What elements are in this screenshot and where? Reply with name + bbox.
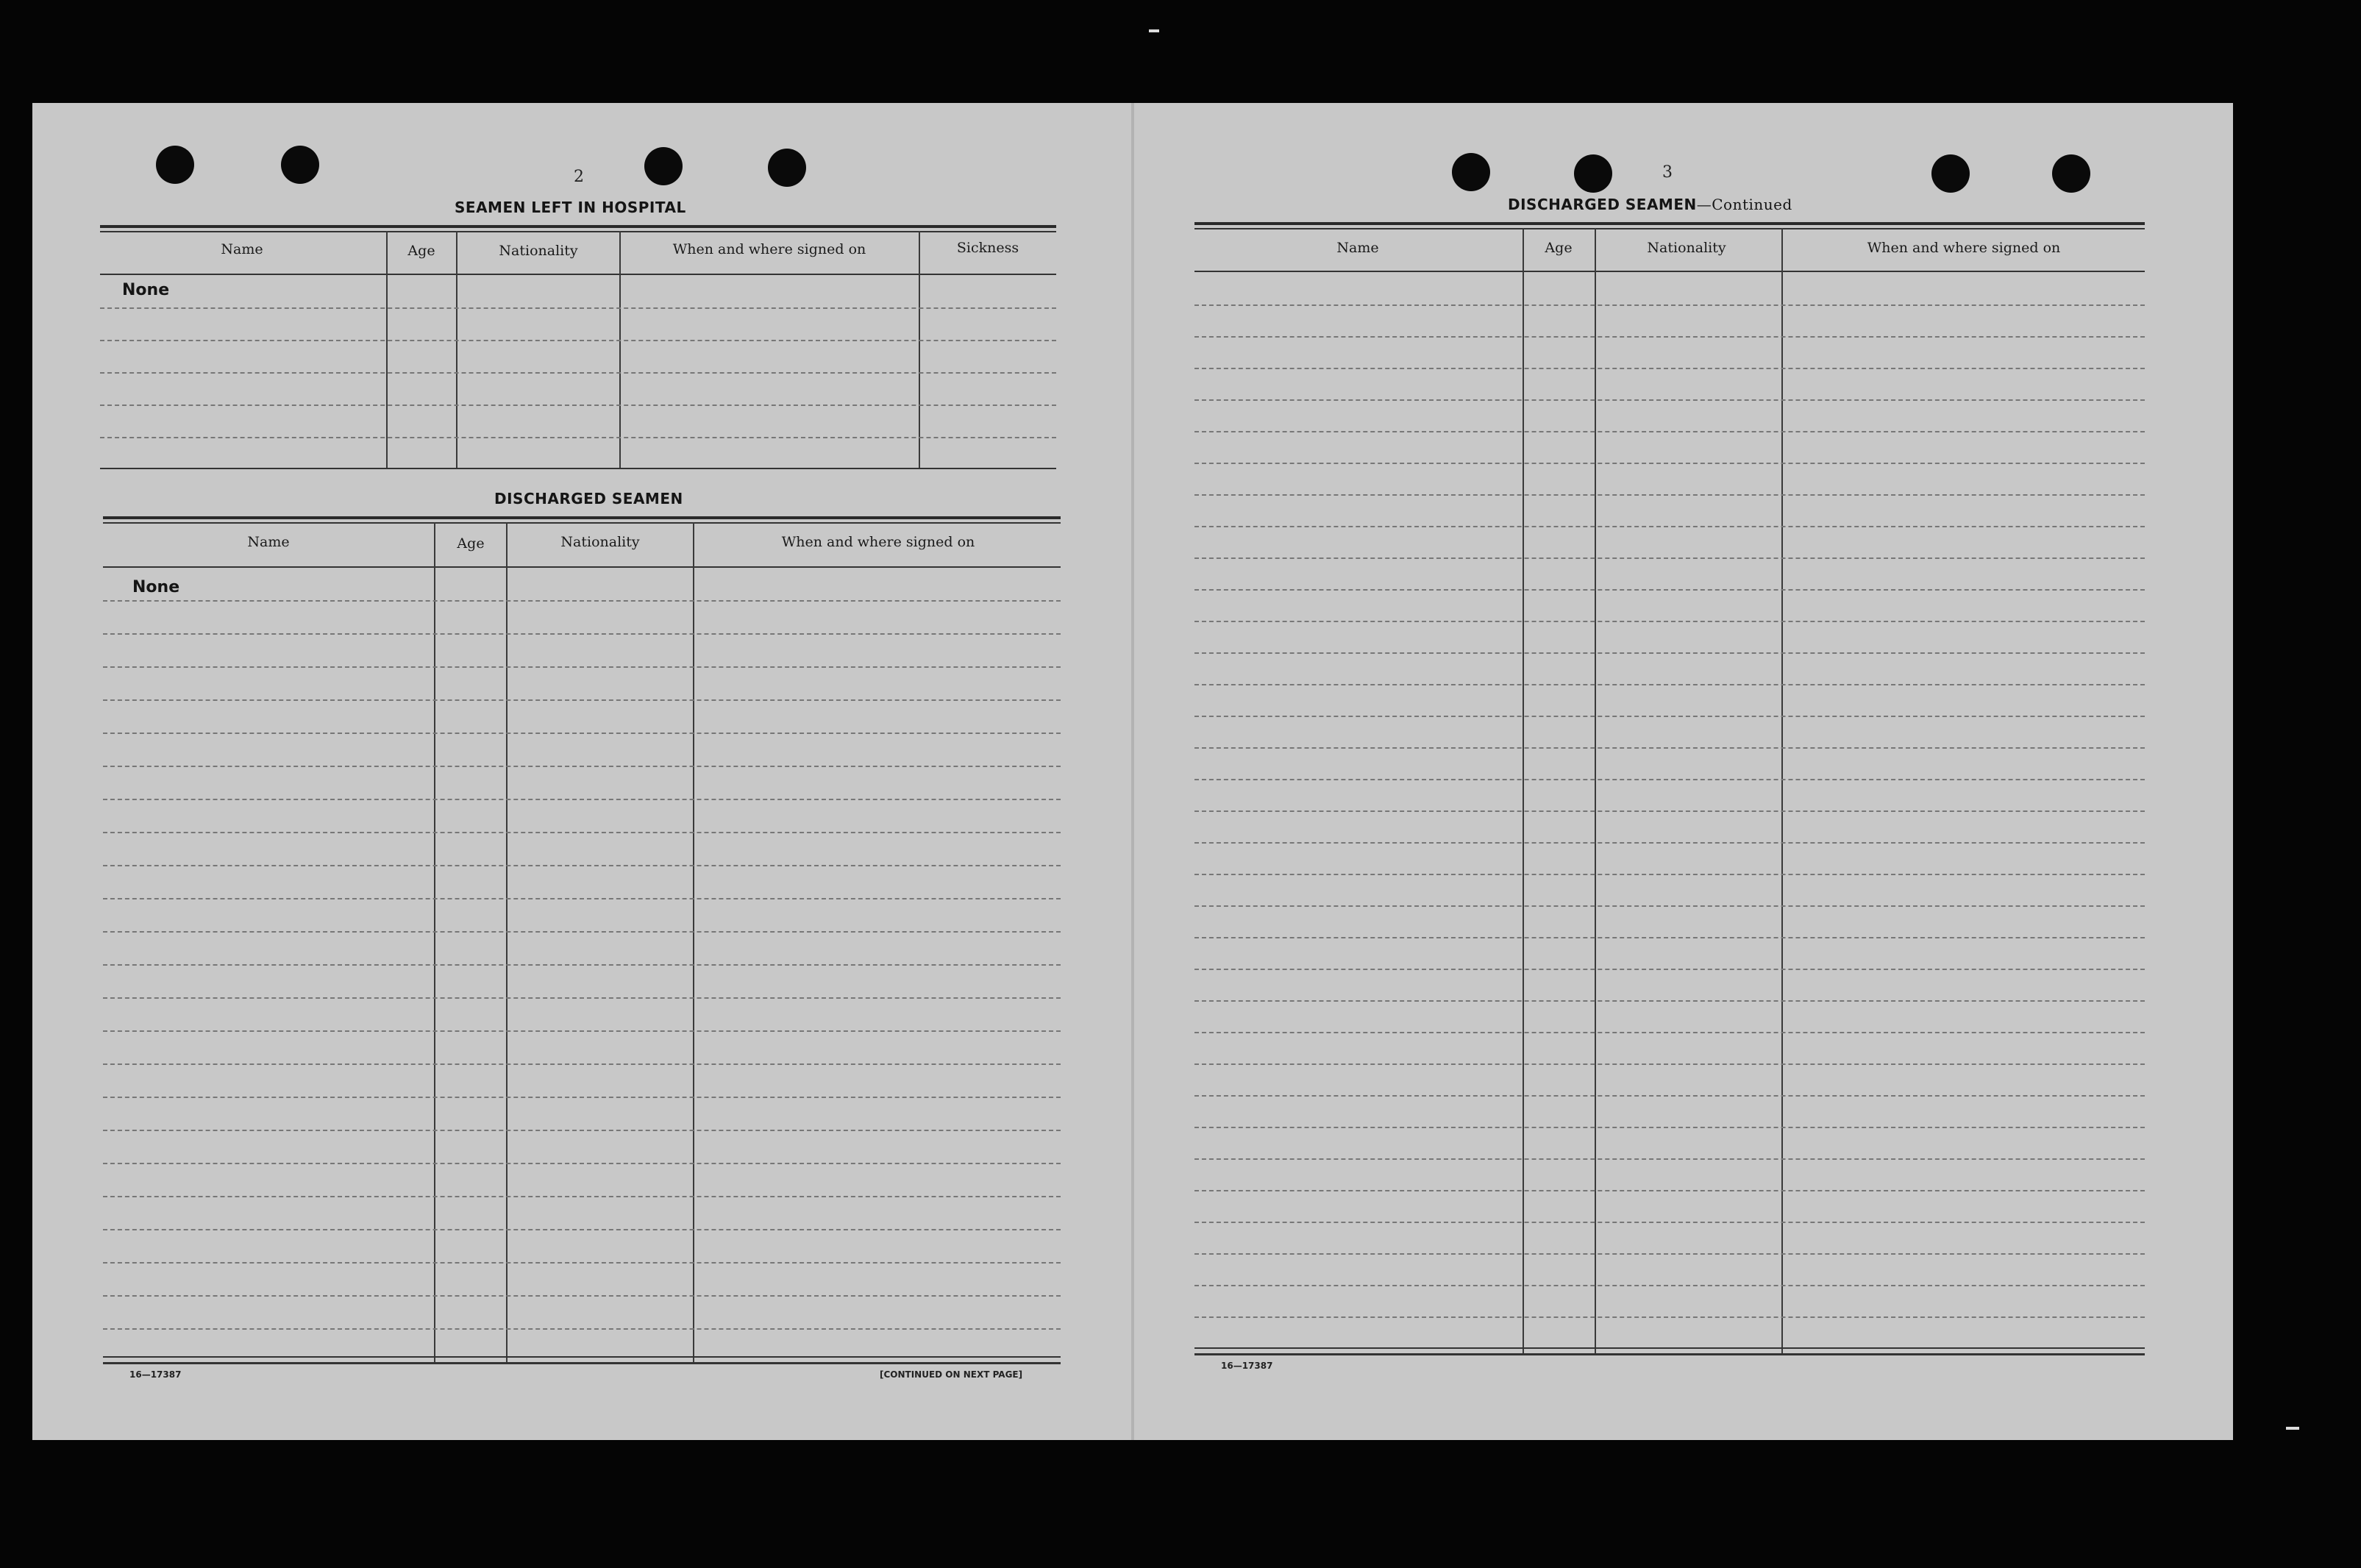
ruled-line bbox=[1194, 304, 2145, 306]
ruled-line bbox=[103, 1163, 1061, 1164]
ruled-line bbox=[103, 964, 1061, 966]
ruled-line bbox=[1194, 1222, 2145, 1223]
ruled-line bbox=[1194, 463, 2145, 464]
ruled-line bbox=[1194, 399, 2145, 401]
discharged-none-entry: None bbox=[132, 578, 180, 596]
scan-speck bbox=[1149, 29, 1159, 32]
ruled-line bbox=[1194, 1032, 2145, 1033]
ruled-line bbox=[103, 1328, 1061, 1330]
ruled-line bbox=[1194, 494, 2145, 496]
ruled-line bbox=[103, 766, 1061, 767]
ruled-line bbox=[1194, 1095, 2145, 1097]
ruled-line bbox=[103, 733, 1061, 734]
ruled-line bbox=[1194, 1316, 2145, 1318]
ruled-line bbox=[1194, 557, 2145, 559]
ruled-line bbox=[103, 600, 1061, 602]
ruled-line bbox=[1194, 589, 2145, 591]
ruled-line bbox=[1194, 1253, 2145, 1255]
col-header-signed-on: When and where signed on bbox=[1867, 240, 2061, 256]
ruled-line bbox=[1194, 1063, 2145, 1065]
ruled-line bbox=[103, 1229, 1061, 1230]
continued-suffix: —Continued bbox=[1696, 196, 1792, 213]
ruled-line bbox=[1194, 1127, 2145, 1128]
punch-hole bbox=[1574, 154, 1612, 193]
discharged-title: DISCHARGED SEAMEN bbox=[494, 490, 683, 507]
ruled-line bbox=[103, 832, 1061, 833]
ruled-line bbox=[103, 699, 1061, 701]
col-header-signed-on: When and where signed on bbox=[672, 241, 866, 257]
center-fold bbox=[1131, 103, 1134, 1440]
punch-hole bbox=[1931, 154, 1970, 193]
ruled-line bbox=[1194, 716, 2145, 717]
ruled-line bbox=[1194, 842, 2145, 844]
discharged-continued-title bbox=[1508, 196, 1792, 213]
ruled-line bbox=[103, 931, 1061, 933]
hospital-title: SEAMEN LEFT IN HOSPITAL bbox=[455, 199, 686, 216]
discharged-continued-table bbox=[1194, 222, 2145, 1353]
col-header-age: Age bbox=[407, 243, 435, 259]
ruled-line bbox=[1194, 652, 2145, 654]
ruled-line bbox=[1194, 336, 2145, 338]
ruled-line bbox=[103, 898, 1061, 899]
ruled-line bbox=[1194, 1285, 2145, 1286]
punch-hole bbox=[156, 146, 194, 184]
ruled-line bbox=[1194, 526, 2145, 527]
punch-hole bbox=[644, 147, 683, 185]
ruled-line bbox=[103, 1097, 1061, 1098]
ruled-line bbox=[1194, 1158, 2145, 1160]
col-header-age: Age bbox=[1545, 240, 1573, 256]
ruled-line bbox=[1194, 747, 2145, 749]
ruled-line bbox=[1194, 684, 2145, 685]
ruled-line bbox=[1194, 969, 2145, 970]
col-header-nationality: Nationality bbox=[560, 534, 640, 550]
form-number: 16—17387 bbox=[129, 1369, 182, 1380]
ruled-line bbox=[103, 633, 1061, 635]
col-header-name: Name bbox=[221, 241, 263, 257]
ruled-line bbox=[1194, 1190, 2145, 1191]
punch-hole bbox=[1452, 153, 1490, 191]
ruled-line bbox=[103, 1262, 1061, 1264]
form-number: 16—17387 bbox=[1221, 1361, 1273, 1371]
ruled-line bbox=[103, 1196, 1061, 1197]
page-number: 3 bbox=[1662, 163, 1673, 182]
hospital-none-entry: None bbox=[122, 281, 170, 299]
col-header-age: Age bbox=[457, 535, 485, 552]
ruled-line bbox=[103, 1130, 1061, 1131]
ruled-line bbox=[1194, 810, 2145, 812]
col-header-sickness: Sickness bbox=[956, 240, 1019, 256]
discharged-title-text: DISCHARGED SEAMEN bbox=[1508, 196, 1697, 213]
col-header-nationality: Nationality bbox=[1647, 240, 1726, 256]
punch-hole bbox=[768, 149, 806, 187]
col-header-signed-on: When and where signed on bbox=[781, 534, 975, 550]
ruled-line bbox=[1194, 937, 2145, 938]
ruled-line bbox=[103, 799, 1061, 800]
col-header-nationality: Nationality bbox=[499, 243, 578, 259]
ruled-line bbox=[103, 1063, 1061, 1065]
ruled-line bbox=[1194, 905, 2145, 907]
ruled-line bbox=[1194, 621, 2145, 622]
ruled-line bbox=[103, 666, 1061, 668]
continued-note: [CONTINUED ON NEXT PAGE] bbox=[880, 1369, 1023, 1380]
ruled-line bbox=[1194, 368, 2145, 369]
punch-hole bbox=[2052, 154, 2090, 193]
ruled-line bbox=[1194, 779, 2145, 780]
ruled-line bbox=[1194, 1000, 2145, 1002]
col-header-name: Name bbox=[1336, 240, 1379, 256]
col-header-name: Name bbox=[247, 534, 290, 550]
page-number: 2 bbox=[574, 168, 584, 186]
ruled-line bbox=[103, 1030, 1061, 1032]
scan-speck bbox=[2286, 1427, 2299, 1430]
hospital-table bbox=[100, 225, 1056, 469]
punch-hole bbox=[281, 146, 319, 184]
ruled-line bbox=[1194, 874, 2145, 875]
discharged-table bbox=[103, 516, 1061, 1362]
ruled-line bbox=[103, 997, 1061, 999]
ruled-line bbox=[103, 865, 1061, 866]
ruled-line bbox=[103, 1295, 1061, 1297]
ruled-line bbox=[1194, 431, 2145, 432]
